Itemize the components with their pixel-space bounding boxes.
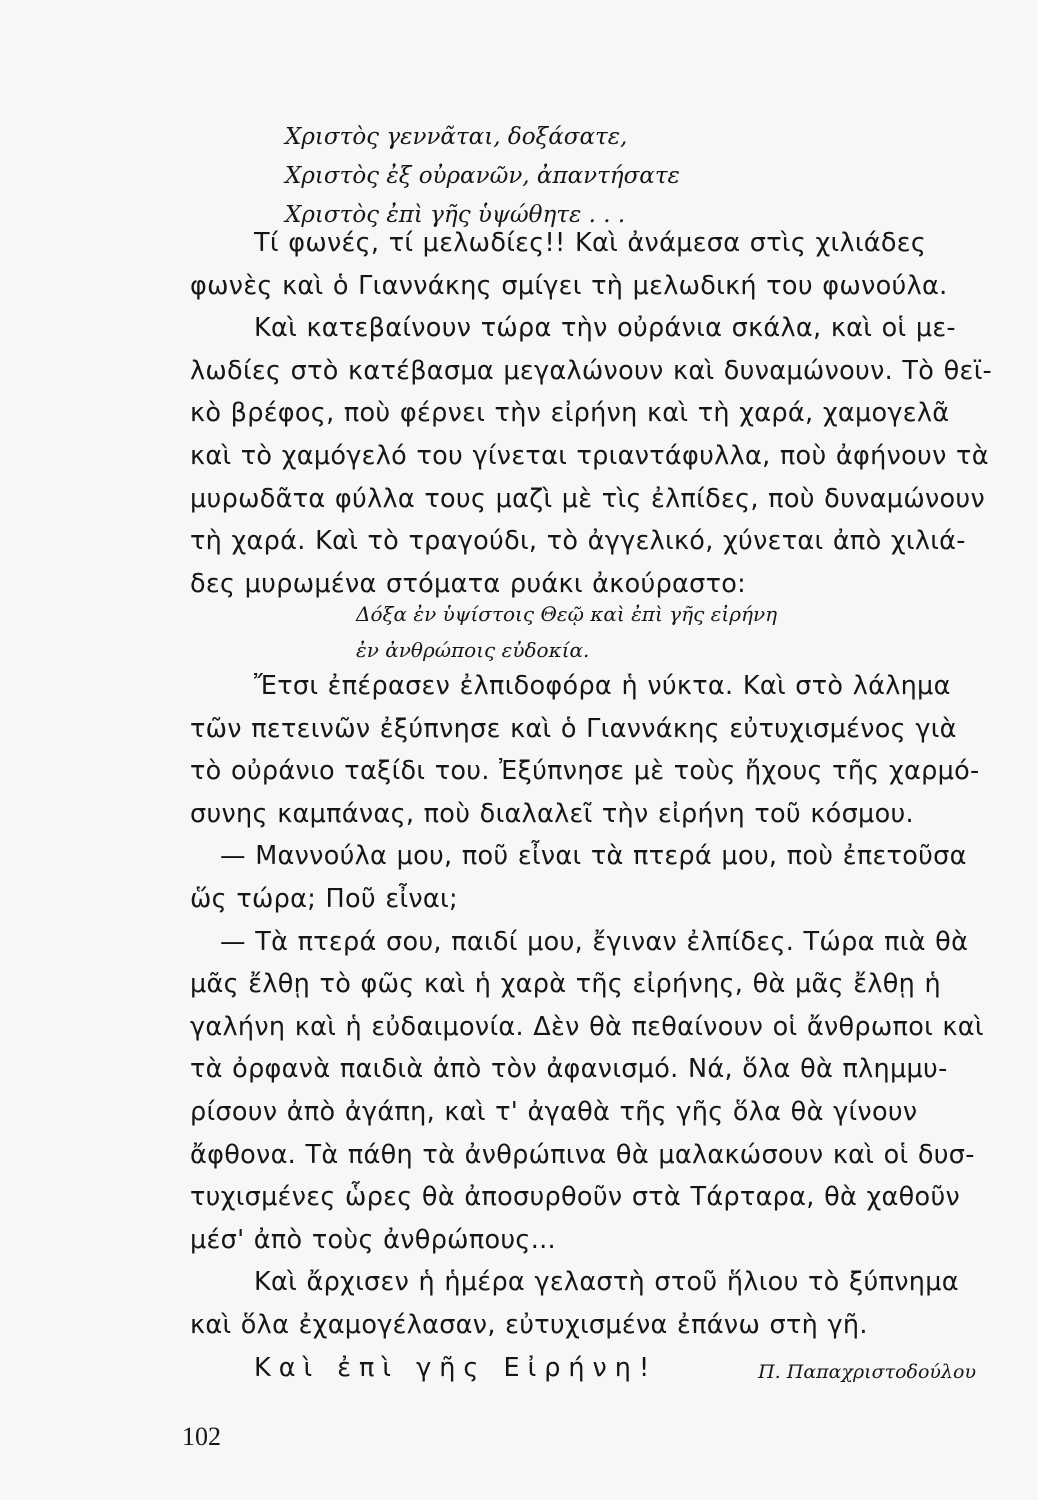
text-line: τὸ οὐράνιο ταξίδι του. Ἐξύπνησε μὲ τοὺς ἤχους τῆς χαρμό- (190, 756, 980, 787)
text-line: ρίσουν ἀπὸ ἀγάπη, καὶ τ' ἀγαθὰ τῆς γῆς ὅλα θὰ γίνουν (190, 1096, 918, 1127)
text-line: ὥς τώρα; Ποῦ εἶναι; (190, 883, 458, 914)
text-line: Τί φωνές, τί μελωδίες!! Καὶ ἀνάμεσα στὶς χιλιάδες (254, 228, 927, 258)
text-line: μᾶς ἔλθῃ τὸ φῶς καὶ ἡ χαρὰ τῆς εἰρήνης, θὰ μᾶς ἔλθῃ ἡ (190, 969, 941, 1000)
text-line: καὶ τὸ χαμόγελό του γίνεται τριαντάφυλλα, ποὺ ἀφήνουν τὰ (190, 440, 989, 471)
verse-line: Χριστὸς ἐπὶ γῆς ὑψώθητε . . . (285, 202, 626, 228)
dialogue-line: — Μαννούλα μου, ποῦ εἶναι τὰ πτερά μου, ποὺ ἐπετοῦσα (220, 841, 967, 872)
text-line: τυχισμένες ὧρες θὰ ἀποσυρθοῦν στὰ Τάρταρα, θὰ χαθοῦν (190, 1182, 961, 1213)
text-line: Ἔτσι ἐπέρασεν ἐλπιδοφόρα ἡ νύκτα. Καὶ στὸ λάλημα (254, 671, 951, 701)
verse-line: ἐν ἀνθρώποις εὐδοκία. (356, 638, 590, 662)
text-line: γαλήνη καὶ ἡ εὐδαιμονία. Δὲν θὰ πεθαίνουν οἱ ἄνθρωποι καὶ (190, 1011, 984, 1042)
text-line: συνης καμπάνας, ποὺ διαλαλεῖ τὴν εἰρήνη τοῦ κόσμου. (190, 798, 914, 829)
text-line: Καὶ κατεβαίνουν τώρα τὴν οὐράνια σκάλα, καὶ οἱ με- (254, 313, 956, 344)
dialogue-line: — Τὰ πτερά σου, παιδί μου, ἔγιναν ἐλπίδες. Τώρα πιὰ θὰ (220, 926, 969, 957)
text-line: μυρωδᾶτα φύλλα τους μαζὶ μὲ τὶς ἐλπίδες, ποὺ δυναμώνουν (190, 483, 986, 514)
verse-line: Χριστὸς ἐξ οὐρανῶν, ἀπαντήσατε (285, 163, 680, 189)
text-line: μέσ' ἀπὸ τοὺς ἀνθρώπους... (190, 1224, 556, 1255)
text-line: ἄφθονα. Τὰ πάθη τὰ ἀνθρώπινα θὰ μαλακώσουν καὶ οἱ δυσ- (190, 1139, 975, 1170)
text-line: τῶν πετεινῶν ἐξύπνησε καὶ ὁ Γιαννάκης εὐτυχισμένος γιὰ (190, 713, 957, 744)
text-line: τὰ ὀρφανὰ παιδιὰ ἀπὸ τὸν ἀφανισμό. Νά, ὅλα θὰ πλημμυ- (190, 1054, 948, 1085)
text-line: φωνὲς καὶ ὁ Γιαννάκης σμίγει τὴ μελωδική του φωνούλα. (190, 270, 948, 301)
text-line: κὸ βρέφος, ποὺ φέρνει τὴν εἰρήνη καὶ τὴ χαρά, χαμογελᾶ (190, 398, 950, 429)
paragraph-morning (190, 665, 1030, 1389)
text-line: λωδίες στὸ κατέβασμα μεγαλώνουν καὶ δυναμώνουν. Τὸ θεϊ- (190, 355, 993, 386)
text-line: τὴ χαρά. Καὶ τὸ τραγούδι, τὸ ἀγγελικό, χύνεται ἀπὸ χιλιά- (190, 526, 966, 557)
verse-line: Δόξα ἐν ὑψίστοις Θεῷ καὶ ἐπὶ γῆς εἰρήνη (356, 602, 778, 626)
gloria-verse (356, 596, 777, 668)
hymn-verse (285, 118, 680, 235)
verse-line: Χριστὸς γεννᾶται, δοξάσατε, (285, 124, 628, 150)
author-signature: Π. Παπαχριστοδούλου (758, 1361, 976, 1383)
text-line: Καὶ ἄρχισεν ἡ ἡμέρα γελαστὴ στοῦ ἥλιου τὸ ξύπνημα (254, 1267, 959, 1298)
page-number: 102 (182, 1422, 221, 1451)
text-line: δες μυρωμένα στόματα ρυάκι ἀκούραστο: (190, 568, 747, 599)
paragraph-descent (190, 222, 1030, 605)
closing-line: Καὶ ἐπὶ γῆς Εἰρήνη! (254, 1352, 658, 1383)
text-line: καὶ ὅλα ἐχαμογέλασαν, εὐτυχισμένα ἐπάνω στὴ γῆ. (190, 1309, 868, 1340)
